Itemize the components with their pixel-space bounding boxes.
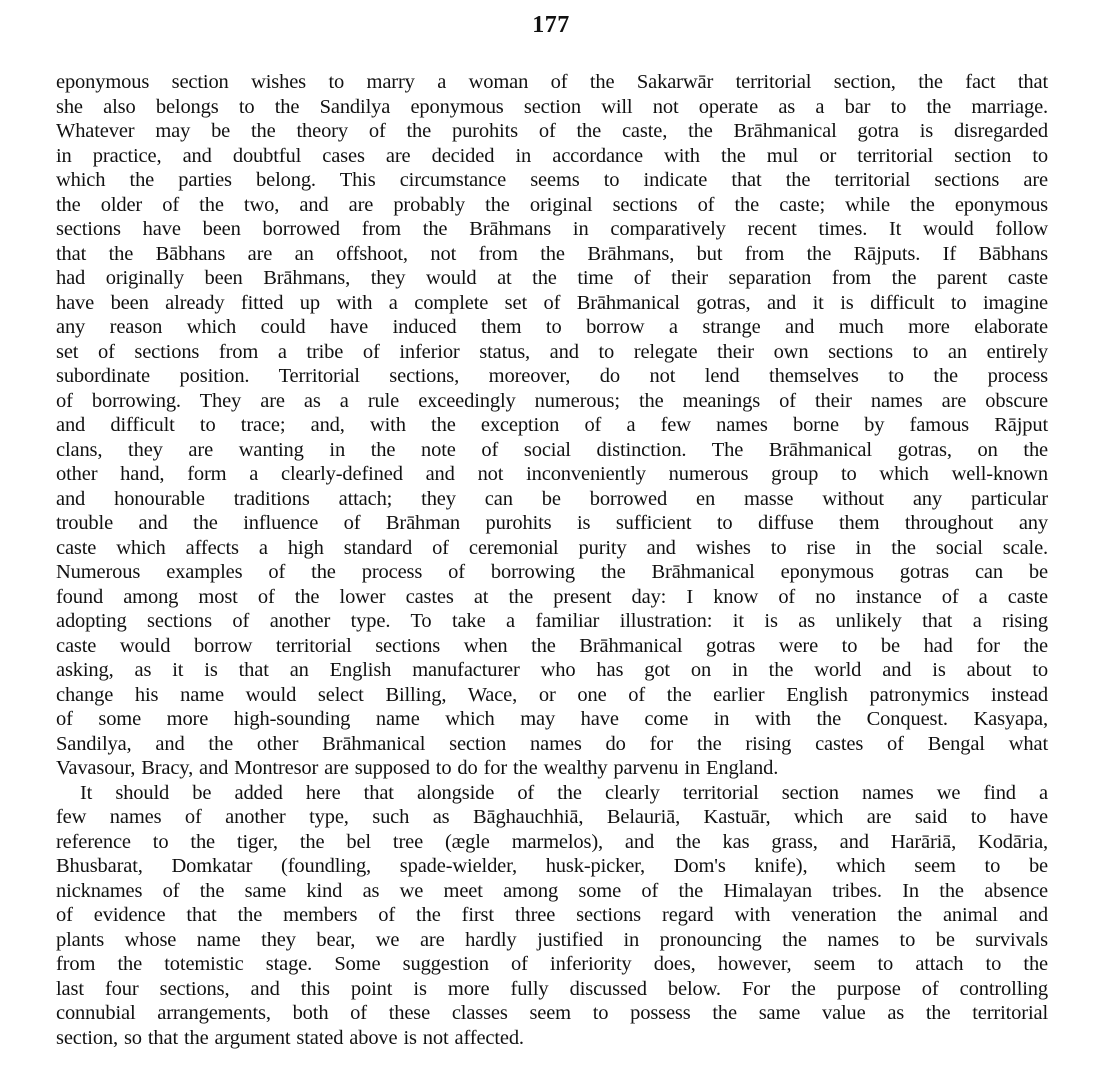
text-line: last four sections, and this point is more fully discussed below. For the purpose of controlling (56, 977, 1048, 1000)
text-line: change his name would select Billing, Wace, or one of the earlier English patronymics instead (56, 683, 1048, 706)
text-line: any reason which could have induced them to borrow a strange and much more elaborate (56, 316, 1048, 338)
text-line: subordinate position. Territorial sections, moreover, do not lend themselves to the process (56, 365, 1048, 387)
text-line: asking, as it is that an English manufacturer who has got on in the world and is about to (56, 659, 1048, 681)
text-line: of some more high-sounding name which may have come in with the Conquest. Kasyapa, (56, 708, 1048, 730)
text-line: in practice, and doubtful cases are decided in accordance with the mul or territorial section to (56, 144, 1048, 167)
text-line: Sandilya, and the other Brāhmanical section names do for the rising castes of Bengal what (56, 732, 1048, 755)
text-line: It should be added here that alongside of the clearly territorial section names we find a (80, 781, 1048, 804)
page-number: 177 (532, 12, 570, 38)
text-line: which the parties belong. This circumstance seems to indicate that the territorial sections are (56, 169, 1048, 191)
text-line: reference to the tiger, the bel tree (ægle marmelos), and the kas grass, and Harāriā, Kodāria, (56, 830, 1048, 853)
text-line: connubial arrangements, both of these classes seem to possess the same value as the territorial (56, 1002, 1048, 1024)
text-line: adopting sections of another type. To take a familiar illustration: it is as unlikely that a rising (56, 610, 1048, 632)
text-line: plants whose name they bear, we are hardly justified in pronouncing the names to be survivals (56, 928, 1048, 951)
text-line: other hand, form a clearly-defined and not inconveniently numerous group to which well-known (56, 463, 1048, 485)
text-line: caste would borrow territorial sections when the Brāhmanical gotras were to be had for the (56, 634, 1048, 657)
text-line: and honourable traditions attach; they can be borrowed en masse without any particular (56, 487, 1048, 510)
text-line: few names of another type, such as Bāghauchhiā, Belauriā, Kastuār, which are said to have (56, 806, 1048, 828)
text-line: Whatever may be the theory of the purohits of the caste, the Brāhmanical gotra is disregarded (56, 120, 1048, 142)
text-line: Numerous examples of the process of borrowing the Brāhmanical eponymous gotras can be (56, 561, 1048, 583)
text-line: nicknames of the same kind as we meet among some of the Himalayan tribes. In the absence (56, 879, 1048, 902)
paragraph (56, 781, 1048, 1051)
text-line: trouble and the influence of Brāhman purohits is sufficient to diffuse them throughout any (56, 512, 1048, 534)
text-line: she also belongs to the Sandilya eponymous section will not operate as a bar to the marriage. (56, 95, 1048, 118)
text-line: have been already fitted up with a complete set of Brāhmanical gotras, and it is difficult to imagine (56, 291, 1048, 314)
text-line: set of sections from a tribe of inferior status, and to relegate their own sections to an entirely (56, 340, 1048, 363)
text-line: the older of the two, and are probably the original sections of the caste; while the eponymous (56, 193, 1048, 216)
text-line: had originally been Brāhmans, they would at the time of their separation from the parent caste (56, 267, 1048, 289)
text-line: eponymous section wishes to marry a woman of the Sakarwār territorial section, the fact that (56, 71, 1048, 93)
text-line: of evidence that the members of the first three sections regard with veneration the animal and (56, 904, 1048, 926)
text-line: caste which affects a high standard of ceremonial purity and wishes to rise in the social scale. (56, 536, 1048, 559)
text-line: and difficult to trace; and, with the exception of a few names borne by famous Rājput (56, 414, 1048, 436)
text-line: from the totemistic stage. Some suggestion of inferiority does, however, seem to attach to the (56, 953, 1048, 975)
text-line: Vavasour, Bracy, and Montresor are supposed to do for the wealthy parvenu in England. (56, 757, 779, 779)
text-line: Bhusbarat, Domkatar (foundling, spade-wielder, husk-picker, Dom's knife), which seem to be (56, 855, 1048, 877)
text-line: section, so that the argument stated above is not affected. (56, 1026, 524, 1049)
text-line: sections have been borrowed from the Brāhmans in comparatively recent times. It would follow (56, 218, 1048, 240)
paragraph (56, 70, 1048, 781)
text-line: found among most of the lower castes at the present day: I know of no instance of a caste (56, 585, 1048, 608)
text-line: that the Bābhans are an offshoot, not from the Brāhmans, but from the Rājputs. If Bābhans (56, 242, 1048, 265)
page-body (56, 70, 1048, 1050)
text-line: clans, they are wanting in the note of social distinction. The Brāhmanical gotras, on the (56, 438, 1048, 461)
text-line: of borrowing. They are as a rule exceedingly numerous; the meanings of their names are obscure (56, 389, 1048, 412)
